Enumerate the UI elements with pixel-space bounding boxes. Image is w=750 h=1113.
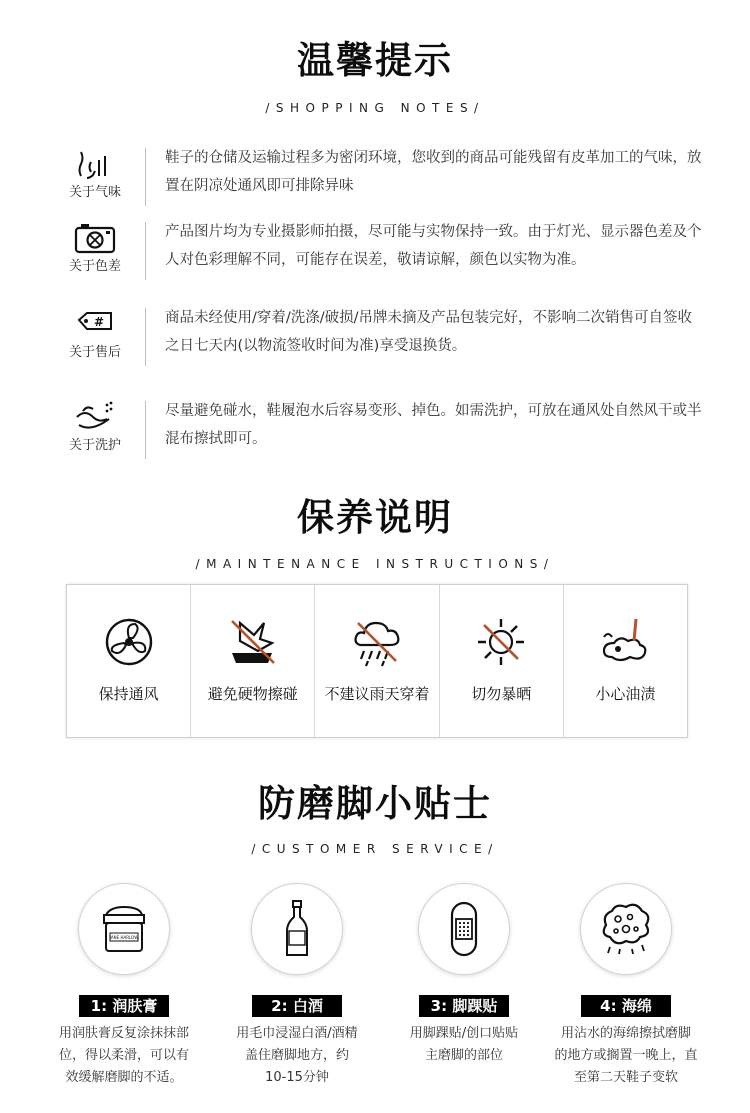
tip-badge: 2: 白酒 [252,995,342,1017]
note-text: 尽量避免碰水，鞋履泡水后容易变形、掉色。如需洗护，可放在通风处自然风干或半混布擦拭即可。 [165,403,702,447]
tip-item [34,883,214,1103]
liquor-bottle-icon [251,883,343,975]
maintenance-item [191,585,315,737]
note-label: 关于气味 [68,185,121,200]
fan-icon [102,615,156,669]
note-color [55,222,705,286]
maintenance-title: 保养说明 [297,496,453,539]
sponge-icon [580,883,672,975]
tip-line: 的地方或搁置一晚上，直 [554,1048,698,1063]
no-sun-icon [474,615,528,669]
divider [145,401,146,459]
tip-badge: 3: 脚踝贴 [419,995,509,1017]
notes-title: 温馨提示 [297,39,453,82]
bandage-icon [418,883,510,975]
wash-hand-icon [73,401,117,433]
tip-line: 用毛巾浸湿白酒/酒精 [236,1026,358,1041]
maintenance-label: 不建议雨天穿着 [324,685,430,703]
tip-badge: 4: 海绵 [581,995,671,1017]
tip-line: 位，得以柔滑，可以有 [58,1048,189,1063]
tip-text [374,1023,554,1067]
note-aftersale [55,308,705,372]
tips-subtitle: /CUSTOMER SERVICE/ [251,842,499,856]
tip-text [536,1023,716,1089]
tip-line: 10-15分钟 [265,1070,329,1085]
tip-item [374,883,554,1103]
maintenance-subtitle: /MAINTENANCE INSTRUCTIONS/ [195,557,555,571]
tip-item [536,883,716,1103]
tip-badge: 1: 润肤膏 [79,995,169,1017]
tag-icon [73,308,117,340]
svg-text:#: # [94,315,105,329]
maintenance-label: 小心油渍 [595,685,656,703]
note-odor [55,148,705,212]
maintenance-label: 避免硬物擦碰 [207,685,298,703]
maintenance-item [315,585,439,737]
oil-stain-icon [598,615,652,669]
notes-subtitle: /SHOPPING NOTES/ [265,101,485,115]
note-text: 鞋子的仓储及运输过程多为密闭环境，您收到的商品可能残留有皮革加工的气味，放置在阴凉处通风即可排除异味 [165,150,702,194]
note-care [55,401,705,465]
tip-item [207,883,387,1103]
maintenance-grid [66,584,688,738]
tip-text [34,1023,214,1089]
tip-line: 用润肤膏反复涂抹抹部 [58,1026,189,1041]
no-hard-object-icon [226,615,280,669]
maintenance-label: 保持通风 [98,685,159,703]
no-rain-icon [350,615,404,669]
tip-line: 用沾水的海绵擦拭磨脚 [560,1026,691,1041]
divider [145,222,146,280]
note-label: 关于洗护 [68,438,121,453]
note-text: 产品图片均为专业摄影师拍摄，尽可能与实物保持一致。由于灯光、显示器色差及个人对色彩理解不同，可能存在误差，敬请谅解，颜色以实物为准。 [165,224,702,268]
tip-line: 主磨脚的部位 [424,1048,503,1063]
note-label: 关于售后 [68,345,121,360]
odor-icon [73,148,117,180]
tip-text [207,1023,387,1089]
maintenance-label: 切勿暴晒 [471,685,532,703]
note-label: 关于色差 [68,259,121,274]
divider [145,308,146,366]
tips-title: 防磨脚小贴士 [258,782,492,825]
maintenance-item [440,585,564,737]
tip-line: 用脚踝贴/创口贴贴 [409,1026,519,1041]
tip-line: 至第二天鞋子变软 [573,1070,678,1085]
cream-jar-icon [78,883,170,975]
tip-line: 盖住磨脚地方，约 [244,1048,349,1063]
camera-icon [73,222,117,254]
divider [145,148,146,206]
tip-line: 效缓解磨脚的不适。 [65,1070,183,1085]
note-text: 商品未经使用/穿着/洗涤/破损/吊牌未摘及产品包装完好，不影响二次销售可自签收之日七天内(以物流签收时间为准)享受退换货。 [165,310,693,354]
maintenance-item [564,585,687,737]
maintenance-item [67,585,191,737]
jar-label: JANE HARLOW [109,935,139,940]
